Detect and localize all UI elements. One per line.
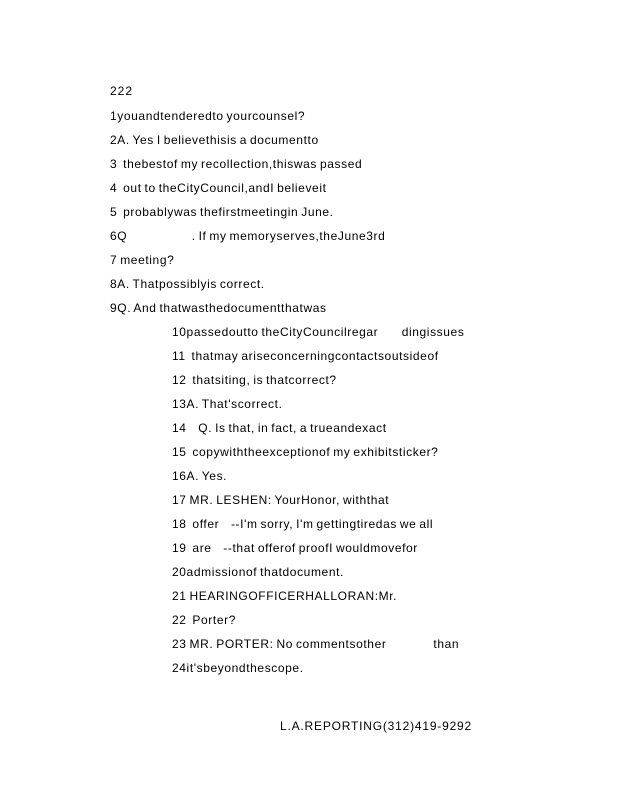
line-20: 20admissionof thatdocument. <box>172 565 344 579</box>
line-12: 12 thatsiting, is thatcorrect? <box>172 373 337 387</box>
line-2: 2A. Yes I believethisis a documentto <box>110 133 319 147</box>
line-4: 4 out to theCityCouncil,andI believeit <box>110 181 327 195</box>
line-9: 9Q. And thatwasthedocumentthatwas <box>110 301 327 315</box>
line-3: 3 thebestof my recollection,thiswas passed <box>110 157 363 171</box>
line-23: 23 MR. PORTER: No commentsother than <box>172 637 460 651</box>
line-22: 22 Porter? <box>172 613 236 627</box>
line-15: 15 copywiththeexceptionof my exhibitsticker? <box>172 445 439 459</box>
line-21: 21 HEARINGOFFICERHALLORAN:Mr. <box>172 589 398 603</box>
page-number: 222 <box>110 84 134 98</box>
line-13: 13A. That'scorrect. <box>172 397 283 411</box>
line-16: 16A. Yes. <box>172 469 228 483</box>
line-7: 7 meeting? <box>110 253 175 267</box>
line-10: 10passedoutto theCityCouncilregar dingissues <box>172 325 465 339</box>
line-24: 24it'sbeyondthescope. <box>172 661 304 675</box>
line-6: 6Q . If my memoryserves,theJune3rd <box>110 229 386 243</box>
line-11: 11 thatmay ariseconcerningcontactsoutsideof <box>172 349 439 363</box>
line-18: 18 offer --I'm sorry, I'm gettingtiredas we all <box>172 517 434 531</box>
line-17: 17 MR. LESHEN: YourHonor, withthat <box>172 493 390 507</box>
line-5: 5 probablywas thefirstmeetingin June. <box>110 205 334 219</box>
line-8: 8A. Thatpossiblyis correct. <box>110 277 265 291</box>
line-19: 19 are --that offerof proofI wouldmovefor <box>172 541 418 555</box>
reporter-footer: L.A.REPORTING(312)419-9292 <box>280 719 472 733</box>
line-14: 14 Q. Is that, in fact, a trueandexact <box>172 421 387 435</box>
line-1: 1youandtenderedto yourcounsel? <box>110 109 306 123</box>
